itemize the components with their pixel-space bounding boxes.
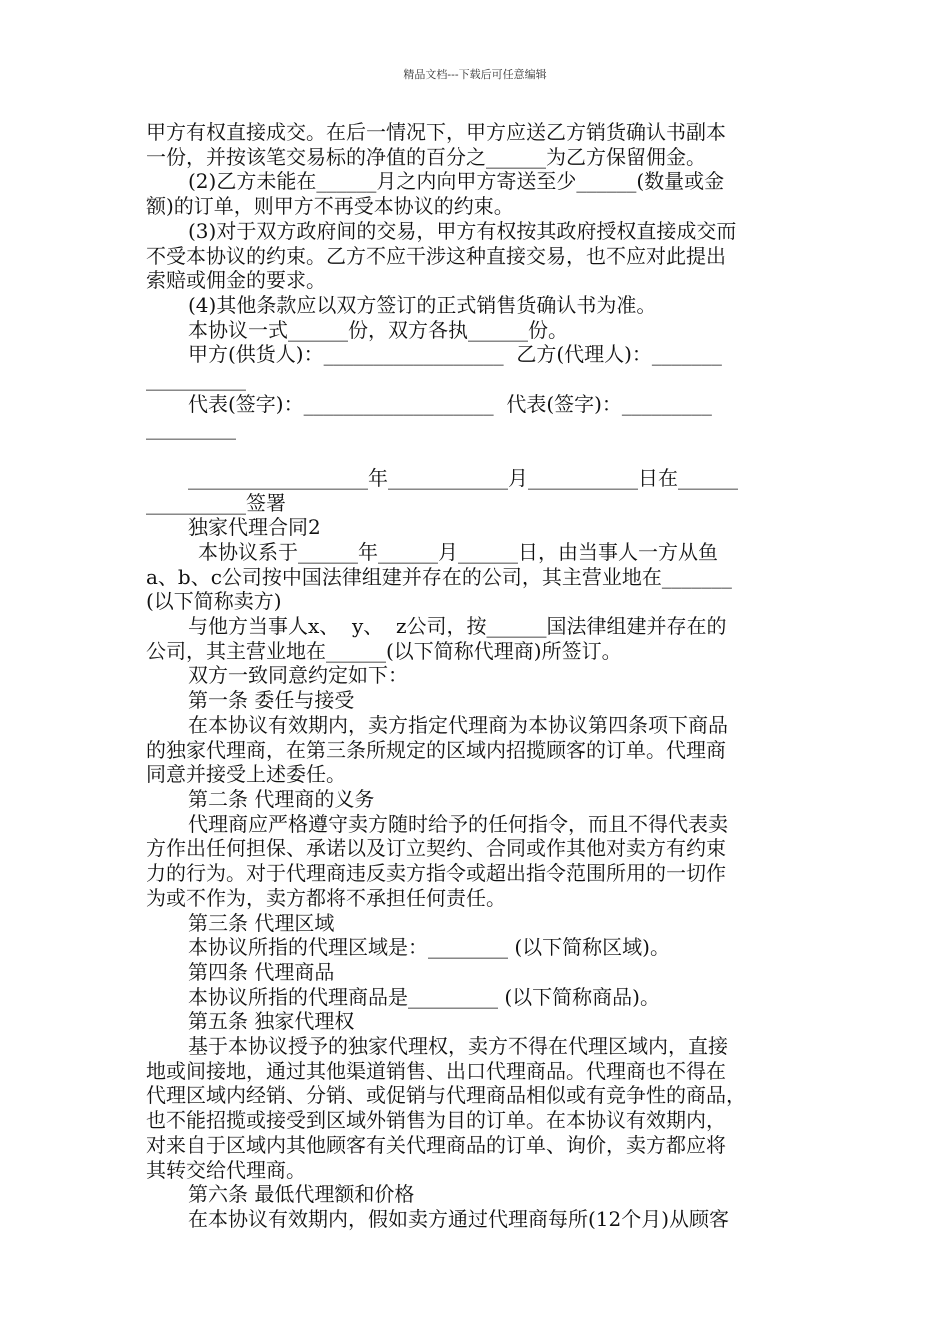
text-line: 独家代理合同2: [188, 515, 321, 540]
text-line: 在本协议有效期内，假如卖方通过代理商每所(12个月)从顾客: [188, 1206, 730, 1231]
text-line: 本协议一式______份，双方各执______份。: [188, 317, 568, 342]
text-line: 为或不作为，卖方都将不承担任何责任。: [146, 885, 506, 910]
text-line: _________: [146, 416, 236, 441]
text-line: (以下简称卖方): [146, 589, 282, 614]
text-line: __________: [146, 367, 246, 392]
text-line: a、b、c公司按中国法律组建并存在的公司，其主营业地在_______: [146, 564, 732, 589]
text-line: (4)其他条款应以双方签订的正式销售货确认书为准。: [188, 292, 657, 317]
text-line: 本协议所指的代理商品是_________ (以下简称商品)。: [188, 984, 660, 1009]
text-line: 不受本协议的约束。乙方不应干涉这种直接交易，也不应对此提出: [146, 243, 726, 268]
text-line: 其转交给代理商。: [146, 1157, 306, 1182]
text-line: 第一条 委任与接受: [188, 688, 355, 713]
text-line: (2)乙方未能在______月之内向甲方寄送至少______(数量或金: [188, 169, 725, 194]
text-line: 第四条 代理商品: [188, 959, 335, 984]
text-line: 索赔或佣金的要求。: [146, 268, 326, 293]
text-line: 对来自于区域内其他顾客有关代理商品的订单、询价，卖方都应将: [146, 1132, 726, 1157]
text-line: 本协议系于______年______月______日，由当事人一方从鱼: [198, 539, 718, 564]
text-line: 额)的订单，则甲方不再受本协议的约束。: [146, 194, 514, 219]
document-body: [146, 120, 808, 1232]
text-line: 地或间接地，通过其他渠道销售、出口代理商品。代理商也不得在: [146, 1058, 726, 1083]
text-line: 甲方有权直接成交。在后一情况下，甲方应送乙方销货确认书副本: [146, 120, 726, 144]
text-line: 也不能招揽或接受到区域外销售为目的订单。在本协议有效期内，: [146, 1108, 726, 1133]
text-line: 第三条 代理区域: [188, 910, 335, 935]
text-line: 代理区域内经销、分销、或促销与代理商品相似或有竞争性的商品，: [146, 1083, 746, 1108]
text-line: 同意并接受上述委任。: [146, 762, 346, 787]
text-line: 与他方当事人x、 y、 z公司，按______国法律组建并存在的: [188, 614, 727, 639]
text-line: 一份，并按该笔交易标的净值的百分之______为乙方保留佣金。: [146, 144, 706, 169]
text-line: 第二条 代理商的义务: [188, 786, 375, 811]
text-line: 基于本协议授予的独家代理权，卖方不得在代理区域内，直接: [188, 1034, 728, 1059]
text-line: 的独家代理商，在第三条所规定的区域内招揽顾客的订单。代理商: [146, 737, 726, 762]
text-line: 本协议所指的代理区域是：________ (以下简称区域)。: [188, 935, 670, 960]
text-line: 公司，其主营业地在______(以下简称代理商)所签订。: [146, 638, 622, 663]
text-line: 甲方(供货人)：__________________ 乙方(代理人)：_______: [188, 342, 722, 367]
text-line: 代表(签字)：___________________ 代表(签字)：_________: [188, 391, 712, 416]
text-line: 代理商应严格遵守卖方随时给予的任何指令，而且不得代表卖: [188, 811, 728, 836]
page-header: 精品文档---下载后可任意编辑: [403, 68, 547, 81]
text-line: __________________年____________月___________日在______: [188, 465, 738, 490]
text-line: 力的行为。对于代理商违反卖方指令或超出指令范围所用的一切作: [146, 861, 726, 886]
text-line: (3)对于双方政府间的交易，甲方有权按其政府授权直接成交而: [188, 218, 737, 243]
text-line: 第五条 独家代理权: [188, 1009, 355, 1034]
text-line: 在本协议有效期内，卖方指定代理商为本协议第四条项下商品: [188, 712, 728, 737]
text-line: [146, 441, 808, 466]
text-line: 第六条 最低代理额和价格: [188, 1182, 415, 1207]
text-line: 方作出任何担保、承诺以及订立契约、合同或作其他对卖方有约束: [146, 836, 726, 861]
text-line: __________签署: [146, 490, 286, 515]
text-line: 双方一致同意约定如下：: [188, 663, 408, 688]
